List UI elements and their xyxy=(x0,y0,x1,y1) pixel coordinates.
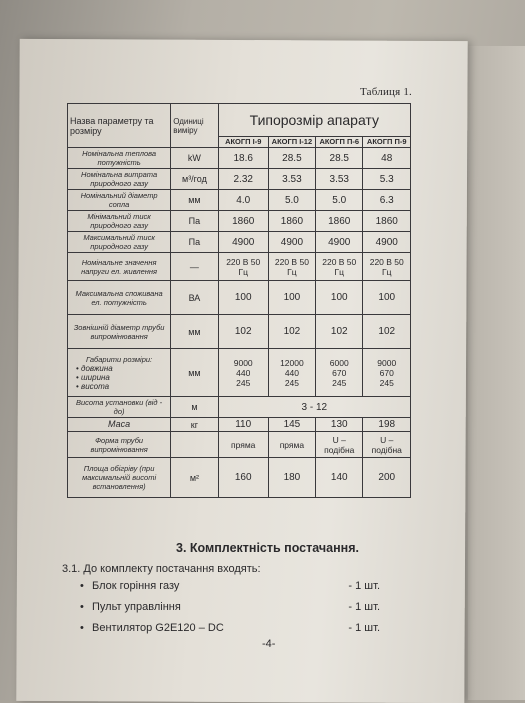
model-header: АКОГП І-12 xyxy=(268,137,315,148)
table-row xyxy=(68,211,411,232)
unit-cell: Па xyxy=(171,211,218,232)
table-row xyxy=(68,418,411,432)
param-cell: Максимальна споживана ел. потужність xyxy=(68,281,171,315)
value-cell: 3.53 xyxy=(316,169,363,190)
unit-cell: м xyxy=(171,397,218,418)
unit-cell: м³/год xyxy=(171,169,218,190)
value-cell: пряма xyxy=(218,432,268,458)
value-cell: 6.3 xyxy=(363,190,411,211)
model-header: АКОГП П-9 xyxy=(363,137,411,148)
unit-cell: — xyxy=(171,253,218,281)
value-cell: 5.0 xyxy=(316,190,363,211)
param-cell: Маса xyxy=(68,418,171,432)
unit-cell: мм xyxy=(171,190,218,211)
value-cell: 4.0 xyxy=(218,190,268,211)
value-cell: 4900 xyxy=(218,232,268,253)
value-cell: 2.32 xyxy=(218,169,268,190)
table-row xyxy=(68,315,411,349)
value-cell: 4900 xyxy=(363,232,411,253)
item-name: Вентилятор G2E120 – DC xyxy=(92,622,224,634)
list-item xyxy=(80,622,380,634)
value-cell: 28.5 xyxy=(316,148,363,169)
param-cell: Площа обігріву (при максимальній висоті встановлення) xyxy=(68,458,171,498)
value-cell: 100 xyxy=(218,281,268,315)
value-cell: 3 - 12 xyxy=(218,397,410,418)
value-cell: 12000 440 245 xyxy=(268,349,315,397)
header-param: Назва параметру та розміру xyxy=(68,104,171,148)
unit-cell xyxy=(171,432,218,458)
list-item xyxy=(80,601,380,613)
value-cell: 220 В 50 Гц xyxy=(316,253,363,281)
header-unit: Одиниці виміру xyxy=(171,104,218,148)
value-cell: 6000 670 245 xyxy=(316,349,363,397)
item-qty: - 1 шт. xyxy=(348,580,380,592)
value-cell: 102 xyxy=(218,315,268,349)
value-cell: 28.5 xyxy=(268,148,315,169)
value-cell: 145 xyxy=(268,418,315,432)
table-row xyxy=(68,148,411,169)
table-row xyxy=(68,190,411,211)
item-name: Блок горіння газу xyxy=(92,580,180,592)
param-cell: Номінальна теплова потужність xyxy=(68,148,171,169)
value-cell: 1860 xyxy=(316,211,363,232)
value-cell: 102 xyxy=(363,315,411,349)
value-cell: 4900 xyxy=(268,232,315,253)
gabarit-item: • висота xyxy=(76,382,168,391)
unit-cell: мм xyxy=(171,315,218,349)
value-cell: 48 xyxy=(363,148,411,169)
value-cell: 220 В 50 Гц xyxy=(218,253,268,281)
value-cell: 1860 xyxy=(268,211,315,232)
value-cell: 200 xyxy=(363,458,411,498)
value-cell: пряма xyxy=(268,432,315,458)
value-cell: U – подібна xyxy=(363,432,411,458)
gabarit-item: • довжина xyxy=(76,364,168,373)
value-cell: 198 xyxy=(363,418,411,432)
specs-table xyxy=(67,103,411,498)
value-cell: 1860 xyxy=(218,211,268,232)
bullet-icon: • xyxy=(80,601,84,613)
value-cell: U – подібна xyxy=(316,432,363,458)
value-cell: 100 xyxy=(363,281,411,315)
table-row xyxy=(68,281,411,315)
param-cell: Форма труби випромінювання xyxy=(68,432,171,458)
list-item xyxy=(80,580,380,592)
value-cell: 5.0 xyxy=(268,190,315,211)
value-cell: 1860 xyxy=(363,211,411,232)
section-intro: 3.1. До комплекту постачання входять: xyxy=(62,563,261,575)
value-cell: 102 xyxy=(268,315,315,349)
value-cell: 110 xyxy=(218,418,268,432)
table-row xyxy=(68,232,411,253)
value-cell: 140 xyxy=(316,458,363,498)
value-cell: 130 xyxy=(316,418,363,432)
table-row xyxy=(68,432,411,458)
item-qty: - 1 шт. xyxy=(348,601,380,613)
page-number: -4- xyxy=(262,638,276,650)
param-cell xyxy=(68,349,171,397)
param-cell: Номінальний діаметр сопла xyxy=(68,190,171,211)
unit-cell: ВА xyxy=(171,281,218,315)
param-cell: Мінімальний тиск природного газу xyxy=(68,211,171,232)
gabarit-item: • ширина xyxy=(76,373,168,382)
bullet-icon: • xyxy=(80,580,84,592)
table-row xyxy=(68,169,411,190)
unit-cell: Па xyxy=(171,232,218,253)
bullet-icon: • xyxy=(80,622,84,634)
value-cell: 180 xyxy=(268,458,315,498)
unit-cell: kW xyxy=(171,148,218,169)
value-cell: 160 xyxy=(218,458,268,498)
gabarit-title: Габарити розміри: xyxy=(86,354,153,364)
table-row xyxy=(68,253,411,281)
value-cell: 9000 670 245 xyxy=(363,349,411,397)
value-cell: 9000 440 245 xyxy=(218,349,268,397)
adjacent-page-edge xyxy=(468,46,525,700)
value-cell: 102 xyxy=(316,315,363,349)
table-row-gabarit xyxy=(68,349,411,397)
value-cell: 5.3 xyxy=(363,169,411,190)
param-cell: Висота установки (від - до) xyxy=(68,397,171,418)
unit-cell: мм xyxy=(171,349,218,397)
param-cell: Зовнішній діаметр труби випромінювання xyxy=(68,315,171,349)
param-cell: Номінальне значення напруги ел. живлення xyxy=(68,253,171,281)
gabarit-list xyxy=(70,364,168,391)
unit-cell: м² xyxy=(171,458,218,498)
section-title: 3. Комплектність постачання. xyxy=(176,541,359,555)
model-header: АКОГП І-9 xyxy=(218,137,268,148)
header-title: Типорозмір апарату xyxy=(218,104,410,137)
value-cell: 3.53 xyxy=(268,169,315,190)
value-cell: 100 xyxy=(316,281,363,315)
value-cell: 220 В 50 Гц xyxy=(268,253,315,281)
value-cell: 4900 xyxy=(316,232,363,253)
table-caption: Таблиця 1. xyxy=(360,86,412,98)
table-row xyxy=(68,397,411,418)
model-header: АКОГП П-6 xyxy=(316,137,363,148)
item-qty: - 1 шт. xyxy=(348,622,380,634)
value-cell: 220 В 50 Гц xyxy=(363,253,411,281)
param-cell: Максимальний тиск природного газу xyxy=(68,232,171,253)
table-row xyxy=(68,458,411,498)
value-cell: 18.6 xyxy=(218,148,268,169)
item-name: Пульт управління xyxy=(92,601,181,613)
unit-cell: кг xyxy=(171,418,218,432)
param-cell: Номінальна витрата природного газу xyxy=(68,169,171,190)
value-cell: 100 xyxy=(268,281,315,315)
table-header-row xyxy=(68,104,411,137)
